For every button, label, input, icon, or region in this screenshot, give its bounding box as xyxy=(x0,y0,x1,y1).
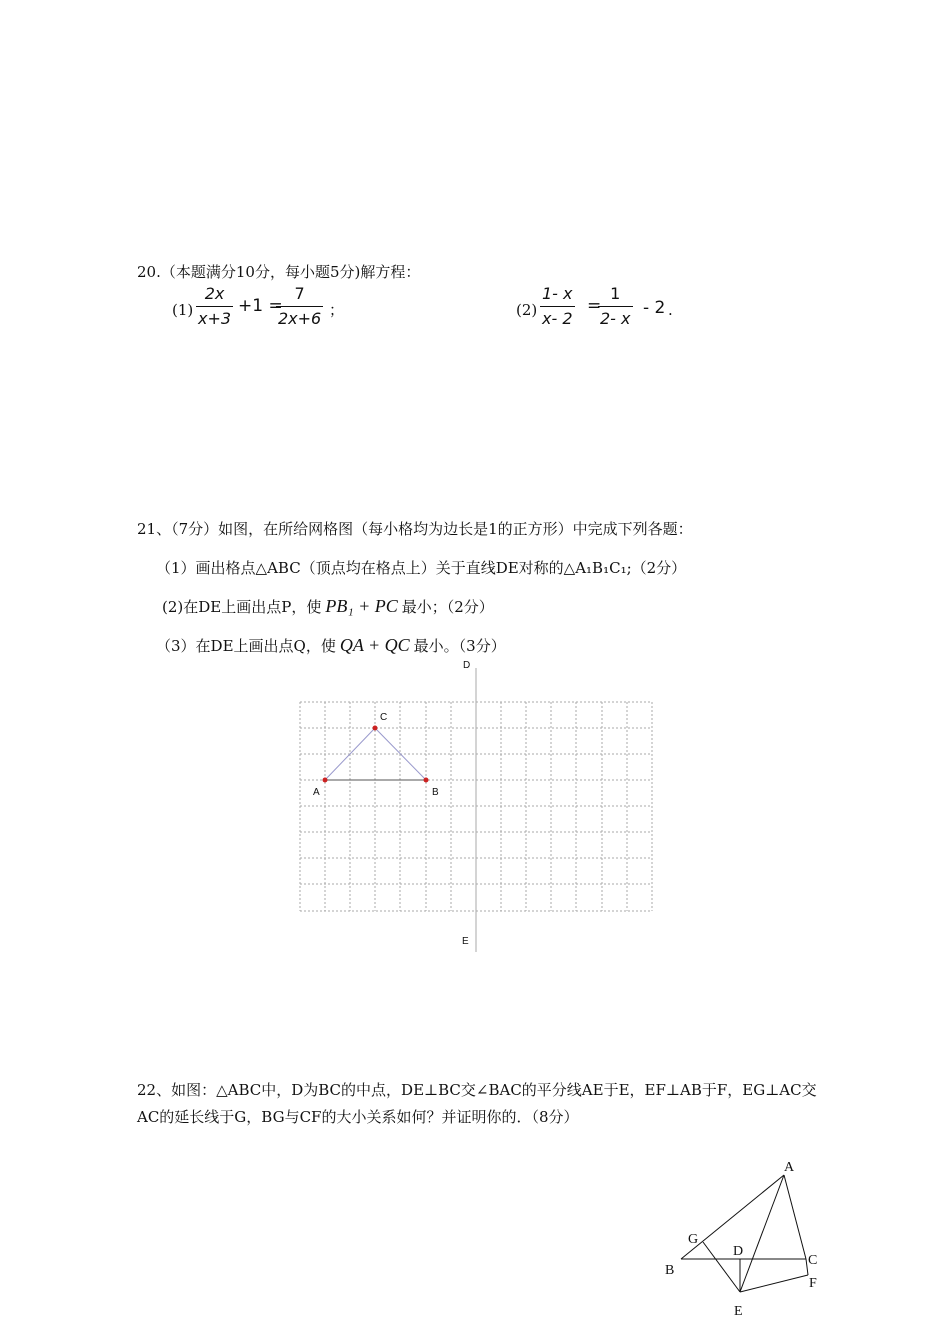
q21-item1: （1）画出格点△ABC（顶点均在格点上）关于直线DE对称的△A₁B₁C₁;（2分） xyxy=(156,559,687,577)
label-E: E xyxy=(462,936,469,947)
q22-line1: 22、如图：△ABC中，D为BC的中点，DE⊥BC交∠BAC的平分线AE于E，EF⊥AB于F，EG⊥AC交 xyxy=(137,1081,817,1099)
q22-line2: AC的延长线于G，BG与CF的大小关系如何？并证明你的．（8分） xyxy=(137,1108,579,1126)
q20-part2-minus-two: - 2 xyxy=(643,298,666,318)
q20-part2-end: . xyxy=(668,301,673,319)
q21-item3-expression: QA + QC xyxy=(339,635,410,655)
label-B: B xyxy=(432,787,439,798)
label-C: C xyxy=(808,1253,818,1268)
fraction-denominator: x+3 xyxy=(198,309,232,328)
fraction-denominator: 2- x xyxy=(600,309,631,328)
label-A: A xyxy=(784,1160,795,1175)
q20-part2-equals: = xyxy=(587,296,602,316)
label-E: E xyxy=(734,1304,743,1319)
fraction-denominator: 2x+6 xyxy=(278,309,322,328)
fraction-numerator: 1 xyxy=(610,284,621,303)
q20-part1-end: ； xyxy=(329,301,345,319)
figure-lines xyxy=(681,1175,808,1292)
fraction-numerator: 7 xyxy=(294,284,305,303)
q20-heading: 20.（本题满分10分，每小题5分)解方程： xyxy=(137,263,421,281)
label-B: B xyxy=(665,1263,675,1278)
fraction-denominator: x- 2 xyxy=(542,309,573,328)
q21-item3-prefix: （3）在DE上画出点Q，使 xyxy=(156,637,336,655)
label-C: C xyxy=(380,712,388,723)
fraction-numerator: 1- x xyxy=(542,284,573,303)
q20-part2-label: (2) xyxy=(516,301,538,319)
label-G: G xyxy=(688,1232,699,1247)
label-D: D xyxy=(463,660,471,671)
q21-item2-expression: PB₁ + PC xyxy=(325,596,398,616)
label-F: F xyxy=(809,1276,817,1291)
q21-item3-suffix: 最小。（3分） xyxy=(413,637,506,655)
q21-item2-prefix: (2)在DE上画出点P，使 xyxy=(162,598,322,616)
fraction-numerator: 2x xyxy=(204,284,225,303)
q21-item2-suffix: 最小；（2分） xyxy=(401,598,494,616)
q20-part1-label: (1) xyxy=(172,301,194,319)
q20-part1-plus-one: +1 = xyxy=(238,296,283,316)
label-A: A xyxy=(313,787,320,798)
q21-heading: 21、（7分）如图，在所给网格图（每小格均为边长是1的正方形）中完成下列各题： xyxy=(137,520,693,538)
label-D: D xyxy=(733,1244,744,1259)
